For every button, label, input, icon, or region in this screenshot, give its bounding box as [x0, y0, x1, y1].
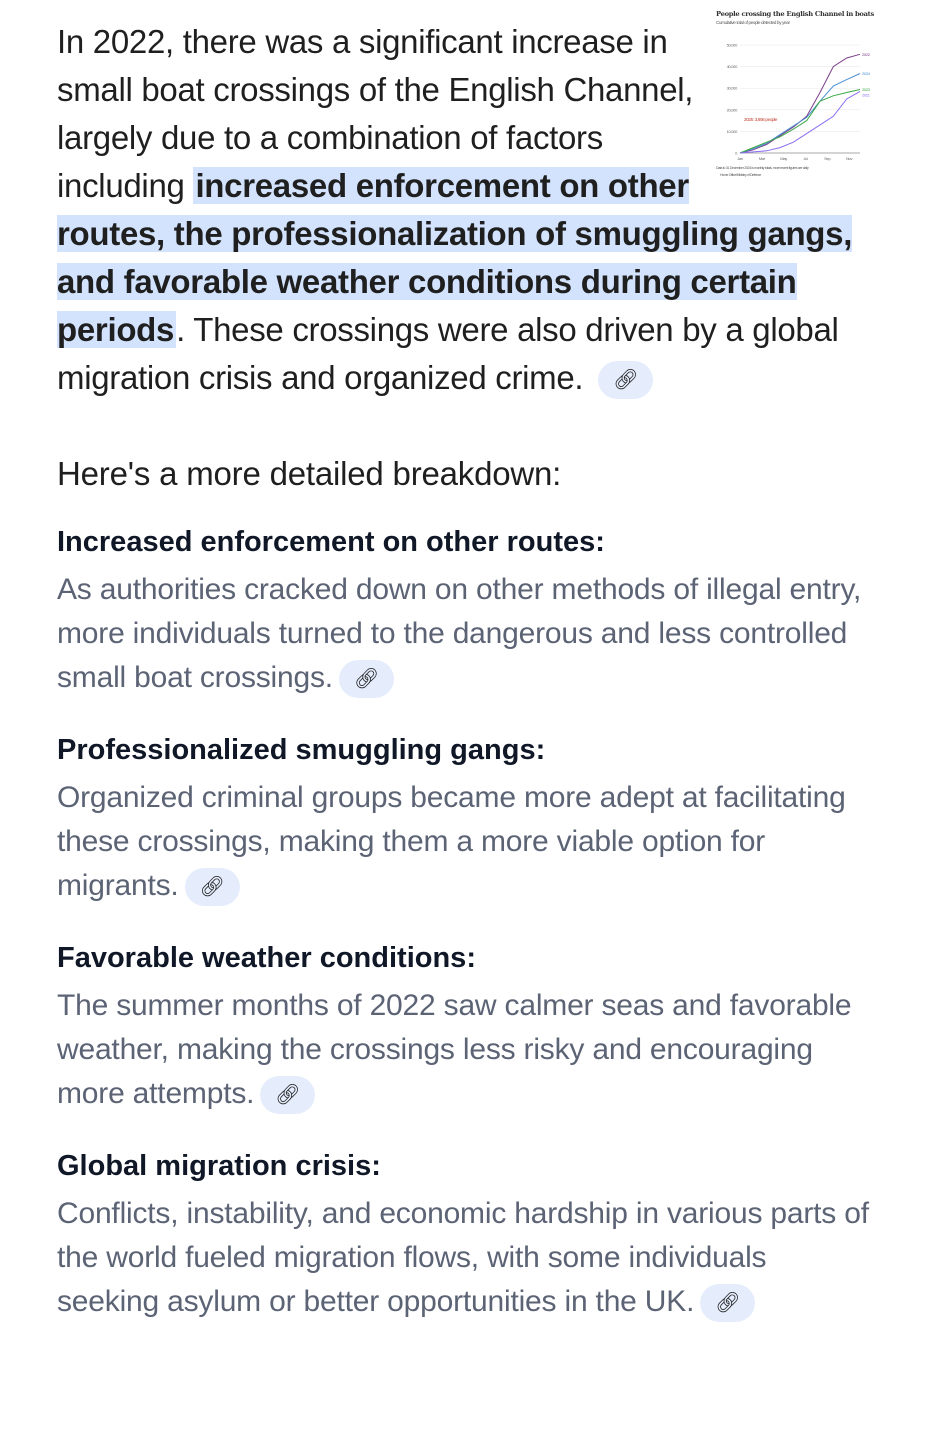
- section-body: Organized criminal groups became more adept at facilitating these crossings, making them a more viable option for migrants.: [57, 781, 846, 902]
- thumb-x-tick: Jul: [803, 156, 808, 161]
- intro-text: In 2022, there was a significant increase in small boat crossings of the English Channel, largely due to a combination of factors including: [57, 23, 694, 204]
- thumb-note: Data to 31 December 2024 is monthly totals, more recent figures are daily: [716, 166, 809, 170]
- link-icon: 🔗︎: [353, 668, 380, 691]
- thumb-y-tick: 30,000: [726, 85, 737, 91]
- thumb-series-2024: [740, 74, 860, 154]
- thumb-series-label: 2023: [862, 87, 870, 92]
- link-icon: 🔗︎: [275, 1084, 301, 1107]
- highlighted-text: increased enforcement on other routes, the professionalization of smuggling gangs, and favorable weather conditions during certain periods: [57, 167, 853, 348]
- thumb-annotation: 2025: 3,856 people: [744, 117, 778, 122]
- section-enforcement: [57, 522, 872, 700]
- link-icon: 🔗︎: [199, 876, 225, 899]
- thumb-y-tick: 10,000: [726, 128, 737, 134]
- thumb-series-label: 2021: [862, 92, 870, 98]
- link-icon: 🔗︎: [715, 1292, 741, 1315]
- thumb-subtitle: Cumulative total of people detected by year: [716, 20, 790, 25]
- section-title: Favorable weather conditions:: [57, 942, 476, 974]
- thumb-x-tick: May: [780, 156, 787, 161]
- thumb-series-label: 2022: [862, 51, 870, 57]
- thumb-y-tick: 40,000: [726, 64, 737, 70]
- source-link-chip[interactable]: [185, 868, 240, 906]
- section-body: The summer months of 2022 saw calmer seas and favorable weather, making the crossings less risky and encouraging more attempts.: [57, 989, 852, 1110]
- source-link-chip[interactable]: [339, 660, 394, 698]
- section-body: As authorities cracked down on other methods of illegal entry, more individuals turned to the dangerous and less controlled small boat crossings.: [57, 573, 862, 694]
- thumb-x-tick: Mar: [758, 156, 765, 161]
- section-migration: [57, 1146, 872, 1324]
- response-content: [57, 10, 875, 1324]
- intro-paragraph: [57, 10, 875, 402]
- source-link-chip[interactable]: [598, 361, 653, 399]
- thumb-x-tick: Jan: [737, 156, 743, 161]
- intro-text-end: . These crossings were also driven by a global migration crisis and organized crime.: [57, 311, 839, 396]
- section-title: Global migration crisis:: [57, 1150, 381, 1182]
- thumb-x-tick: Nov: [845, 156, 853, 161]
- section-weather: [57, 938, 872, 1116]
- chart-thumbnail[interactable]: [710, 8, 880, 180]
- section-body: Conflicts, instability, and economic hardship in various parts of the world fueled migration flows, with some individuals seeking asylum or better opportunities in the UK.: [57, 1197, 869, 1318]
- section-smuggling: [57, 730, 872, 908]
- thumb-source: Home Office/Ministry of Defence: [720, 173, 762, 177]
- section-title: Increased enforcement on other routes:: [57, 526, 605, 558]
- section-title: Professionalized smuggling gangs:: [57, 734, 546, 766]
- source-link-chip[interactable]: [700, 1284, 755, 1322]
- thumb-y-tick: 50,000: [726, 42, 737, 48]
- thumb-y-tick: 0: [735, 150, 737, 156]
- link-icon: 🔗︎: [613, 369, 639, 392]
- thumb-title: People crossing the English Channel in boats: [716, 10, 875, 18]
- breakdown-heading: Here's a more detailed breakdown:: [57, 455, 562, 492]
- thumb-y-tick: 20,000: [726, 107, 737, 113]
- thumb-x-tick: Sep: [824, 156, 831, 161]
- thumb-series-label: 2024: [862, 71, 870, 76]
- source-link-chip[interactable]: [260, 1076, 315, 1114]
